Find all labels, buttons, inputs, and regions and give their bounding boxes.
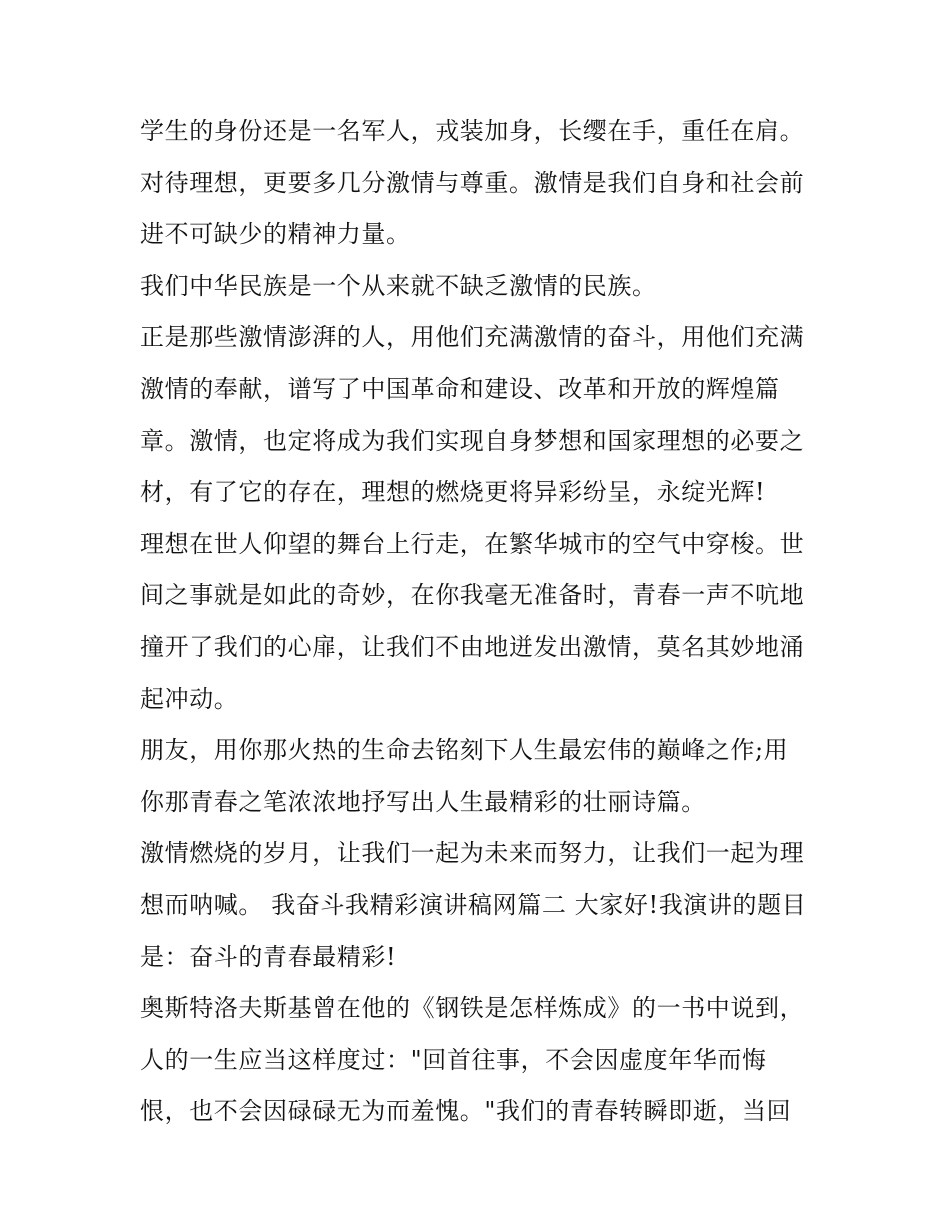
body-text (140, 106, 820, 1138)
text-line: 奥斯特洛夫斯基曾在他的《钢铁是怎样炼成》的一书中说到， (140, 994, 805, 1023)
text-line: 章。激情，也定将成为我们实现自身梦想和国家理想的必要之 (140, 426, 805, 455)
text-line: 材，有了它的存在，理想的燃烧更将异彩纷呈，永绽光辉! (140, 478, 766, 507)
text-line: 你那青春之笔浓浓地抒写出人生最精彩的壮丽诗篇。 (140, 787, 706, 816)
text-line: 进不可缺少的精神力量。 (140, 220, 411, 249)
text-line: 理想在世人仰望的舞台上行走，在繁华城市的空气中穿梭。世 (140, 529, 805, 558)
text-line: 起冲动。 (140, 684, 239, 713)
text-line: 激情的奉献，谱写了中国革命和建设、改革和开放的辉煌篇 (140, 374, 780, 403)
text-line: 是：奋斗的青春最精彩! (140, 942, 397, 971)
text-line: 朋友，用你那火热的生命去铭刻下人生最宏伟的巅峰之作;用 (140, 736, 789, 765)
text-line: 对待理想，更要多几分激情与尊重。激情是我们自身和社会前 (140, 168, 805, 197)
text-line: 人的一生应当这样度过："回首往事，不会因虚度年华而悔 (140, 1045, 767, 1074)
text-line: 撞开了我们的心扉，让我们不由地迸发出激情，莫名其妙地涌 (140, 632, 805, 661)
text-line: 恨，也不会因碌碌无为而羞愧。"我们的青春转瞬即逝，当回 (140, 1097, 792, 1126)
text-line: 我们中华民族是一个从来就不缺乏激情的民族。 (140, 271, 657, 300)
text-line: 间之事就是如此的奇妙，在你我毫无准备时，青春一声不吭地 (140, 581, 805, 610)
text-line: 正是那些激情澎湃的人，用他们充满激情的奋斗，用他们充满 (140, 323, 805, 352)
text-line: 激情燃烧的岁月，让我们一起为未来而努力，让我们一起为理 (140, 839, 805, 868)
text-line: 想而呐喊。 我奋斗我精彩演讲稿网篇二 大家好!我演讲的题目 (140, 890, 807, 919)
text-line: 学生的身份还是一名军人，戎装加身，长缨在手，重任在肩。 (140, 117, 805, 145)
